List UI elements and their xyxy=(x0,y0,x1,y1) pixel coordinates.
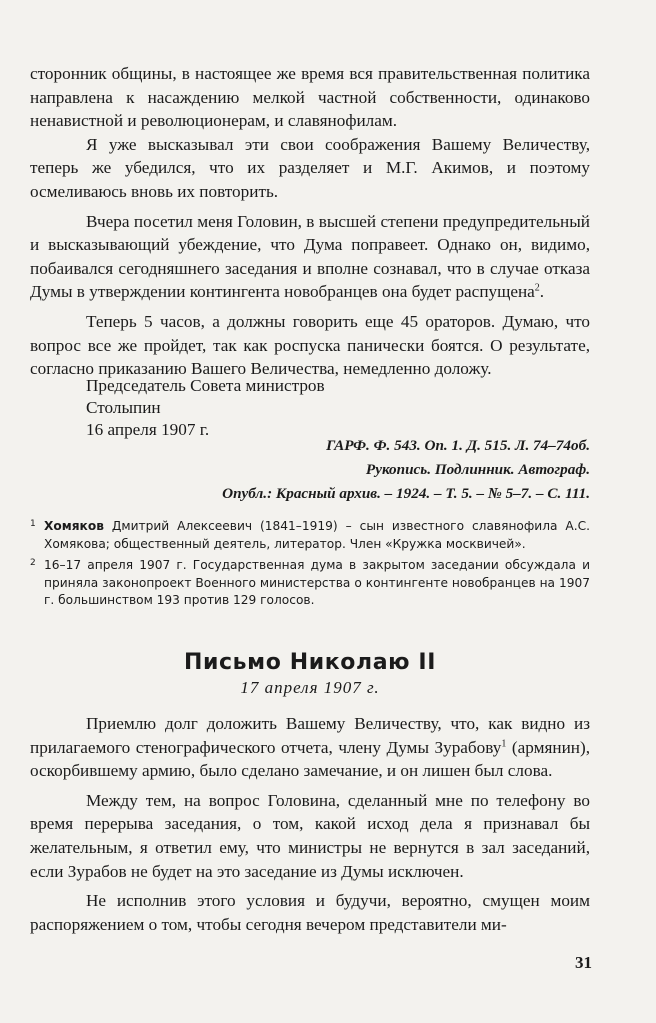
letter-body-1 xyxy=(30,62,590,381)
paragraph: сторонник общины, в настоящее же время вся правительственная политика направлена к насаждению мелкой частной собственности, одинаково ненавистной и революционерам, и славянофилам. xyxy=(30,64,590,131)
signatory-name: Столыпин xyxy=(86,398,161,417)
publication-reference: Опубл.: Красный архив. – 1924. – Т. 5. – № 5–7. – С. 111. xyxy=(222,485,590,502)
footnote-ref: 2 xyxy=(534,282,540,294)
letter-date: 16 апреля 1907 г. xyxy=(86,420,210,439)
letter-date-heading: 17 апреля 1907 г. xyxy=(240,678,380,697)
paragraph: Вчера посетил меня Головин, в высшей степени предупредительный и высказывающий убеждение, что Дума поправеет. Однако он, видимо, побаивался сегодняшнего заседания и вполне сознавал, что в случае отказа Думы в утверждении контингента новобранцев она будет распущена$^2$. xyxy=(30,211,590,302)
letter-body-2 xyxy=(30,712,590,936)
signature-block xyxy=(30,375,590,441)
manuscript-note: Рукопись. Подлинник. Автограф. xyxy=(365,461,590,478)
archival-sources xyxy=(30,434,590,506)
footnote: 1 Хомяков Дмитрий Алексеевич (1841–1919) – сын известного славянофила А.С. Хомякова; общественный деятель, литератор. Член «Кружка москвичей». xyxy=(30,519,590,551)
paragraph: Я уже высказывал эти свои соображения Вашему Величеству, теперь же убедился, что их разделяет и М.Г. Акимов, и поэтому осмеливаюсь вновь их повторить. xyxy=(30,134,590,201)
paragraph: Приемлю долг доложить Вашему Величеству, что, как видно из прилагаемого стенографического отчета, члену Думы Зурабову$^1$ (армянин), оскорбившему армию, было сделано замечание, и он лишен был слова. xyxy=(30,714,590,781)
letter-heading: Письмо Николаю II xyxy=(184,650,436,675)
page-number: 31 xyxy=(575,953,592,972)
footnotes xyxy=(30,518,590,614)
paragraph: Теперь 5 часов, а должны говорить еще 45 ораторов. Думаю, что вопрос все же пройдет, так как роспуска панически боятся. О результате, согласно приказанию Вашего Величества, немедленно доложу. xyxy=(30,311,590,379)
archive-reference: ГАРФ. Ф. 543. Оп. 1. Д. 515. Л. 74–74об. xyxy=(326,437,590,454)
signatory-title: Председатель Совета министров xyxy=(86,376,325,395)
paragraph: Между тем, на вопрос Головина, сделанный мне по телефону во время перерыва заседания, о том, какой исход дела я признавал бы желательным, я ответил ему, что министры не вернутся в зал заседаний, если Зурабов не будет на это заседание из Думы исключен. xyxy=(30,790,590,881)
footnote: 2 16–17 апреля 1907 г. Государственная дума в закрытом заседании обсуждала и приняла законопроект Военного министерства о контингенте новобранцев на 1907 г. большинством 193 против 129 голосов. xyxy=(30,558,590,607)
paragraph: Не исполнив этого условия и будучи, вероятно, смущен моим распоряжением о том, чтобы сегодня вечером представители ми- xyxy=(30,891,590,934)
footnote-ref: 1 xyxy=(501,737,507,749)
